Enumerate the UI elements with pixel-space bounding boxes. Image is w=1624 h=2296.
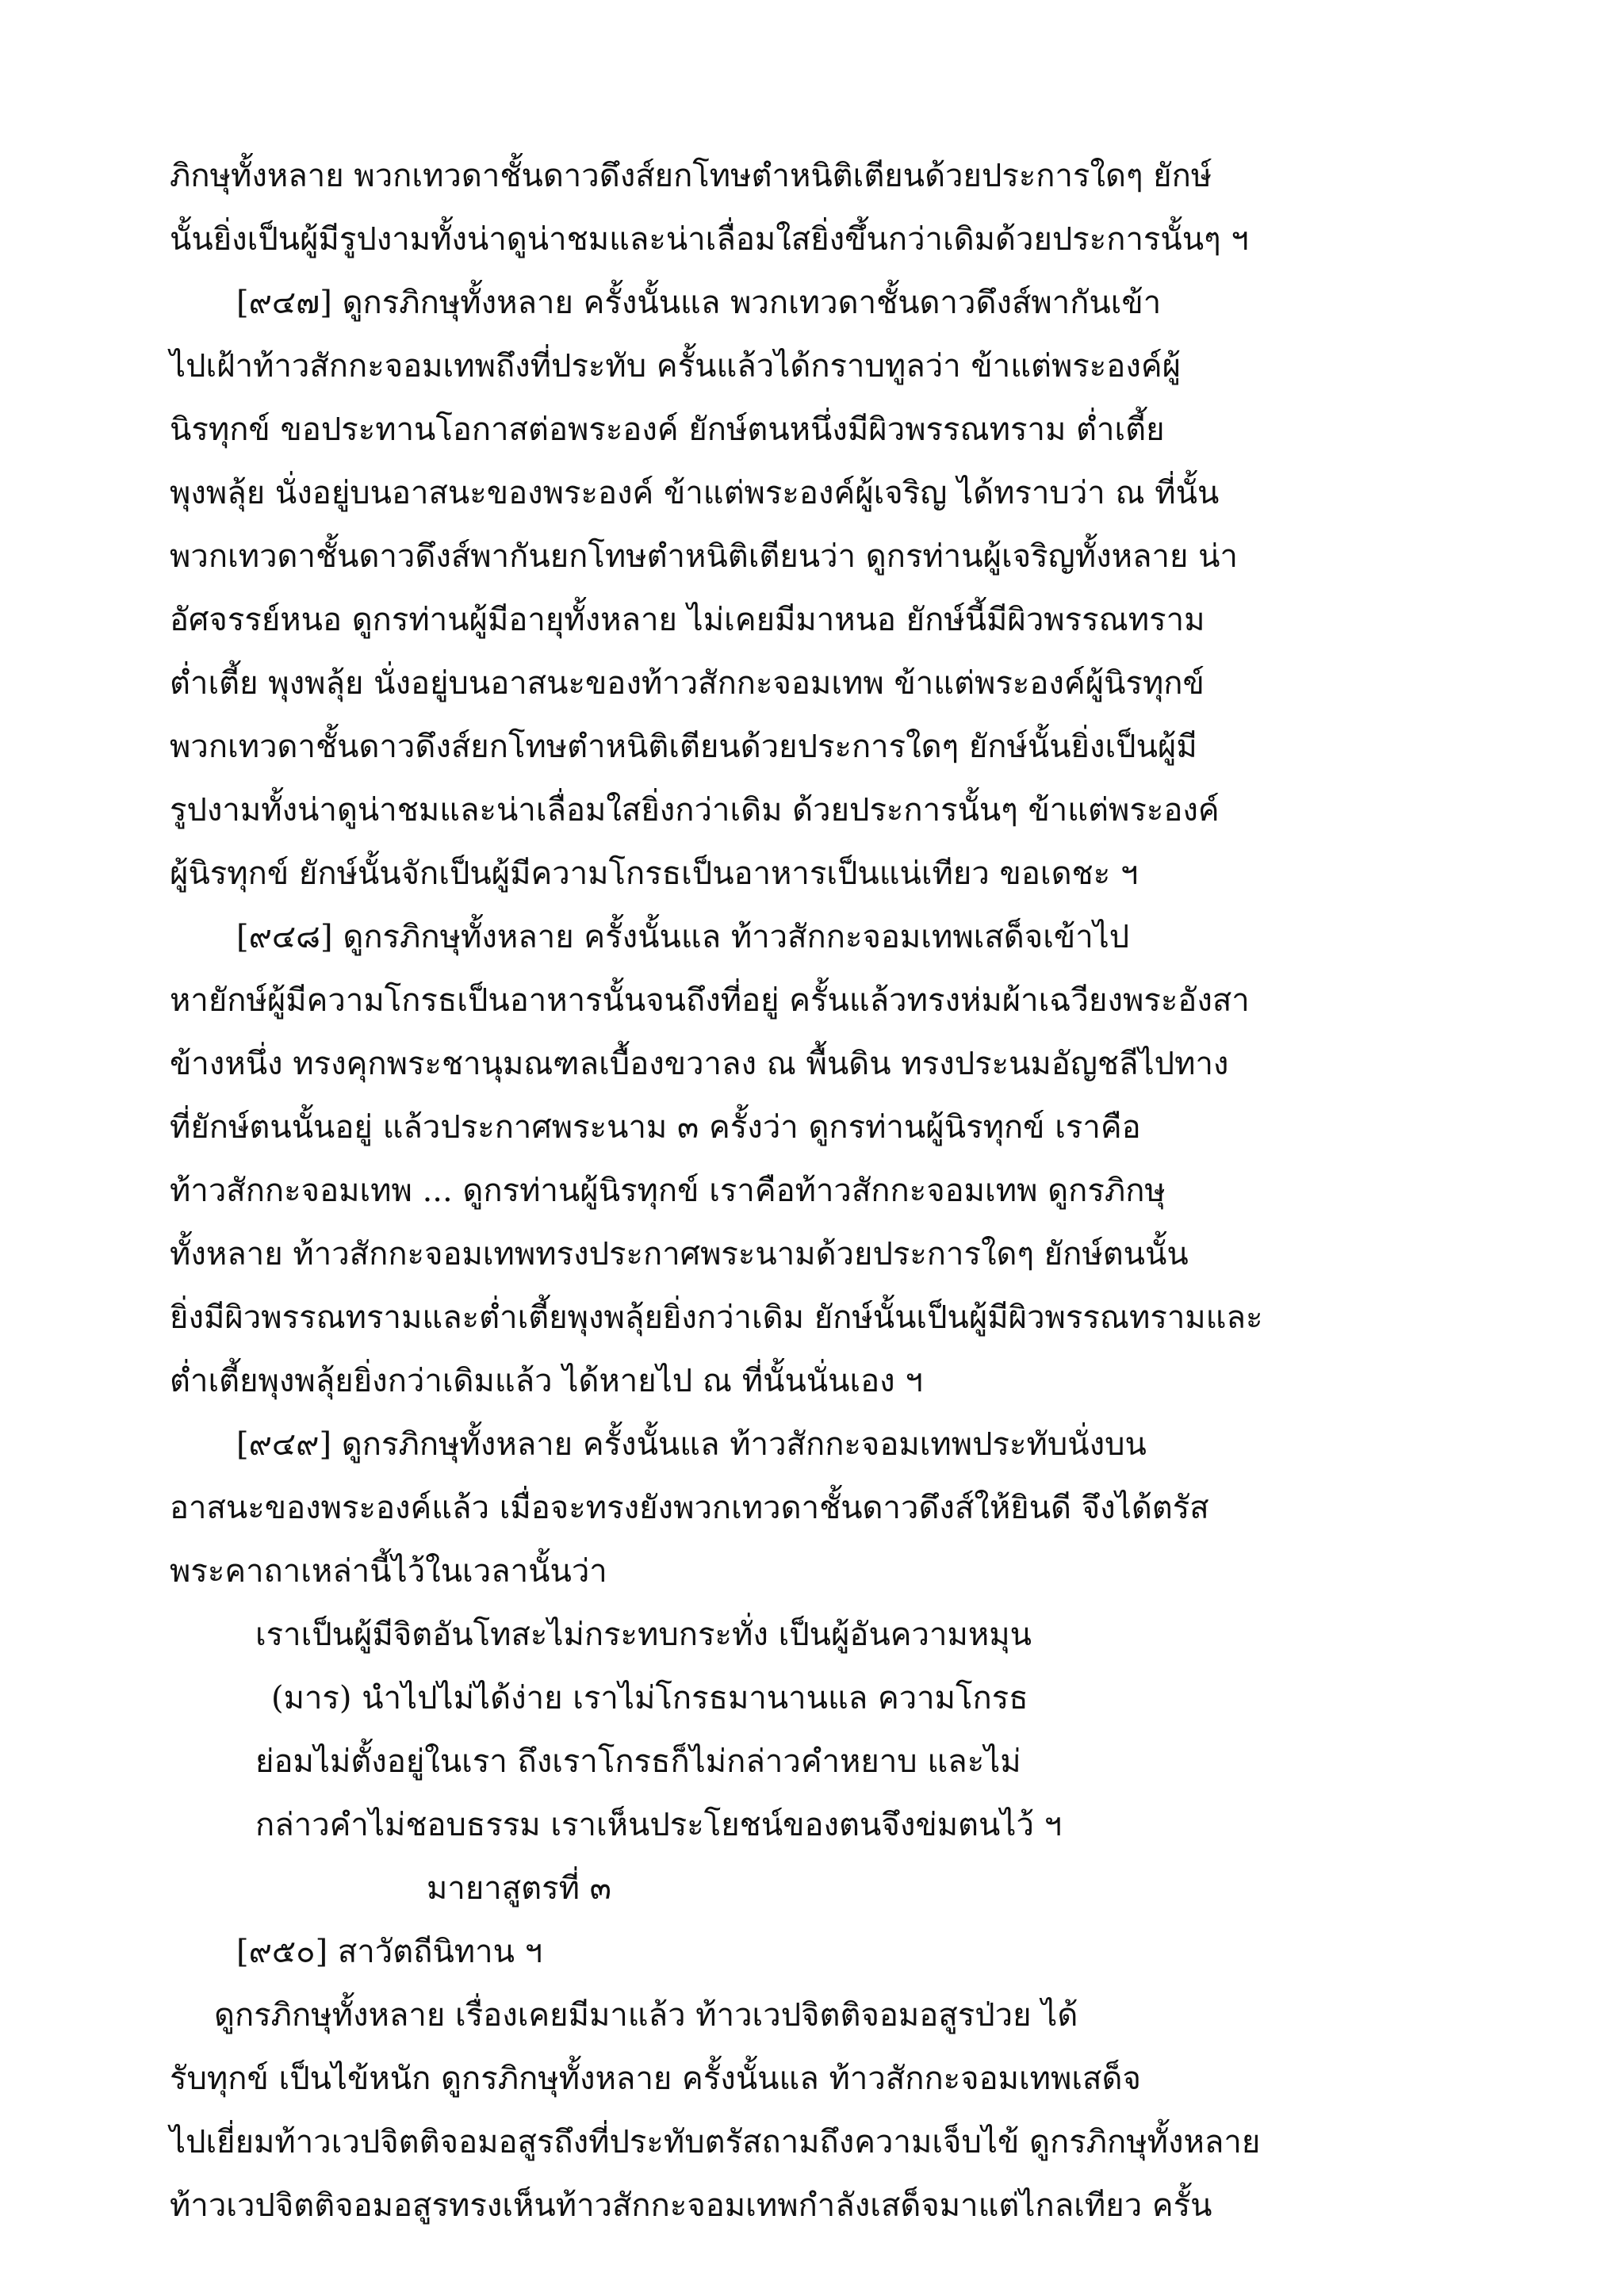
text-line: หายักษ์ผู้มีความโกรธเป็นอาหารนั้นจนถึงที่อยู่ ครั้นแล้วทรงห่มผ้าเฉวียงพระอังสา [170,982,1250,1019]
text-line: ต่ำเตี้ย พุงพลุ้ย นั่งอยู่บนอาสนะของท้าวสักกะจอมเทพ ข้าแต่พระองค์ผู้นิรทุกข์ [170,665,1205,702]
text-line: รับทุกข์ เป็นไข้หนัก ดูกรภิกษุทั้งหลาย ครั้งนั้นแล ท้าวสักกะจอมเทพเสด็จ [170,2061,1141,2097]
text-line: ท้าวเวปจิตติจอมอสูรทรงเห็นท้าวสักกะจอมเทพกำลังเสด็จมาแต่ไกลเทียว ครั้น [170,2187,1212,2224]
text-line: ต่ำเตี้ยพุงพลุ้ยยิ่งกว่าเดิมแล้ว ได้หายไป ณ ที่นั้นนั่นเอง ฯ [170,1363,923,1399]
paragraph-start: ดูกรภิกษุทั้งหลาย เรื่องเคยมีมาแล้ว ท้าวเวปจิตติจอมอสูรป่วย ได้ [214,1997,1078,2034]
verse-line: ย่อมไม่ตั้งอยู่ในเรา ถึงเราโกรธก็ไม่กล่าวคำหยาบ และไม่ [255,1743,1021,1780]
verse-line: กล่าวคำไม่ชอบธรรม เราเห็นประโยชน์ของตนจึงข่มตนไว้ ฯ [255,1807,1063,1843]
paragraph-start-949: [๙๔๙] ดูกรภิกษุทั้งหลาย ครั้งนั้นแล ท้าวสักกะจอมเทพประทับนั่งบน [236,1426,1147,1463]
text-line: ทั้งหลาย ท้าวสักกะจอมเทพทรงประกาศพระนามด้วยประการใดๆ ยักษ์ตนนั้น [170,1236,1189,1272]
text-line: รูปงามทั้งน่าดูน่าชมและน่าเลื่อมใสยิ่งกว่าเดิม ด้วยประการนั้นๆ ข้าแต่พระองค์ [170,792,1220,828]
text-line: พระคาถาเหล่านี้ไว้ในเวลานั้นว่า [170,1553,607,1590]
paragraph-start-948: [๙๔๘] ดูกรภิกษุทั้งหลาย ครั้งนั้นแล ท้าวสักกะจอมเทพเสด็จเข้าไป [236,919,1130,955]
text-line: ผู้นิรทุกข์ ยักษ์นั้นจักเป็นผู้มีความโกรธเป็นอาหารเป็นแน่เทียว ขอเดชะ ฯ [170,855,1139,892]
text-line: ข้างหนึ่ง ทรงคุกพระชานุมณฑลเบื้องขวาลง ณ พื้นดิน ทรงประนมอัญชลีไปทาง [170,1046,1229,1082]
text-line: ยิ่งมีผิวพรรณทรามและต่ำเตี้ยพุงพลุ้ยยิ่งกว่าเดิม ยักษ์นั้นเป็นผู้มีผิวพรรณทรามและ [170,1299,1263,1336]
paragraph-start-950: [๙๕๐] สาวัตถีนิทาน ฯ [236,1934,543,1970]
text-line: อัศจรรย์หนอ ดูกรท่านผู้มีอายุทั้งหลาย ไม่เคยมีมาหนอ ยักษ์นี้มีผิวพรรณทราม [170,602,1205,638]
text-line: ท้าวสักกะจอมเทพ ... ดูกรท่านผู้นิรทุกข์ เราคือท้าวสักกะจอมเทพ ดูกรภิกษุ [170,1173,1166,1209]
text-line: พวกเทวดาชั้นดาวดึงส์ยกโทษตำหนิติเตียนด้วยประการใดๆ ยักษ์นั้นยิ่งเป็นผู้มี [170,729,1197,765]
verse-line: เราเป็นผู้มีจิตอันโทสะไม่กระทบกระทั่ง เป็นผู้อันความหมุน [255,1617,1032,1653]
text-line: นั้นยิ่งเป็นผู้มีรูปงามทั้งน่าดูน่าชมและน่าเลื่อมใสยิ่งขึ้นกว่าเดิมด้วยประการนั้นๆ ฯ [170,221,1249,258]
text-line: พุงพลุ้ย นั่งอยู่บนอาสนะของพระองค์ ข้าแต่พระองค์ผู้เจริญ ได้ทราบว่า ณ ที่นั้น [170,475,1220,511]
verse-line: (มาร) นำไปไม่ได้ง่าย เราไม่โกรธมานานแล ความโกรธ [271,1680,1028,1716]
text-line: อาสนะของพระองค์แล้ว เมื่อจะทรงยังพวกเทวดาชั้นดาวดึงส์ให้ยินดี จึงได้ตรัส [170,1490,1209,1526]
text-line: ภิกษุทั้งหลาย พวกเทวดาชั้นดาวดึงส์ยกโทษตำหนิติเตียนด้วยประการใดๆ ยักษ์ [170,158,1212,194]
text-line: นิรทุกข์ ขอประทานโอกาสต่อพระองค์ ยักษ์ตนหนึ่งมีผิวพรรณทราม ต่ำเตี้ย [170,411,1165,448]
text-line: พวกเทวดาชั้นดาวดึงส์พากันยกโทษตำหนิติเตียนว่า ดูกรท่านผู้เจริญทั้งหลาย น่า [170,538,1238,575]
text-line: ไปเฝ้าท้าวสักกะจอมเทพถึงที่ประทับ ครั้นแล้วได้กราบทูลว่า ข้าแต่พระองค์ผู้ [170,348,1182,385]
text-line: ที่ยักษ์ตนนั้นอยู่ แล้วประกาศพระนาม ๓ ครั้งว่า ดูกรท่านผู้นิรทุกข์ เราคือ [170,1109,1141,1146]
sutta-heading: มายาสูตรที่ ๓ [427,1870,612,1907]
paragraph-start-947: [๙๔๗] ดูกรภิกษุทั้งหลาย ครั้งนั้นแล พวกเทวดาชั้นดาวดึงส์พากันเข้า [236,285,1162,321]
text-line: ไปเยี่ยมท้าวเวปจิตติจอมอสูรถึงที่ประทับตรัสถามถึงความเจ็บไข้ ดูกรภิกษุทั้งหลาย [170,2124,1261,2160]
